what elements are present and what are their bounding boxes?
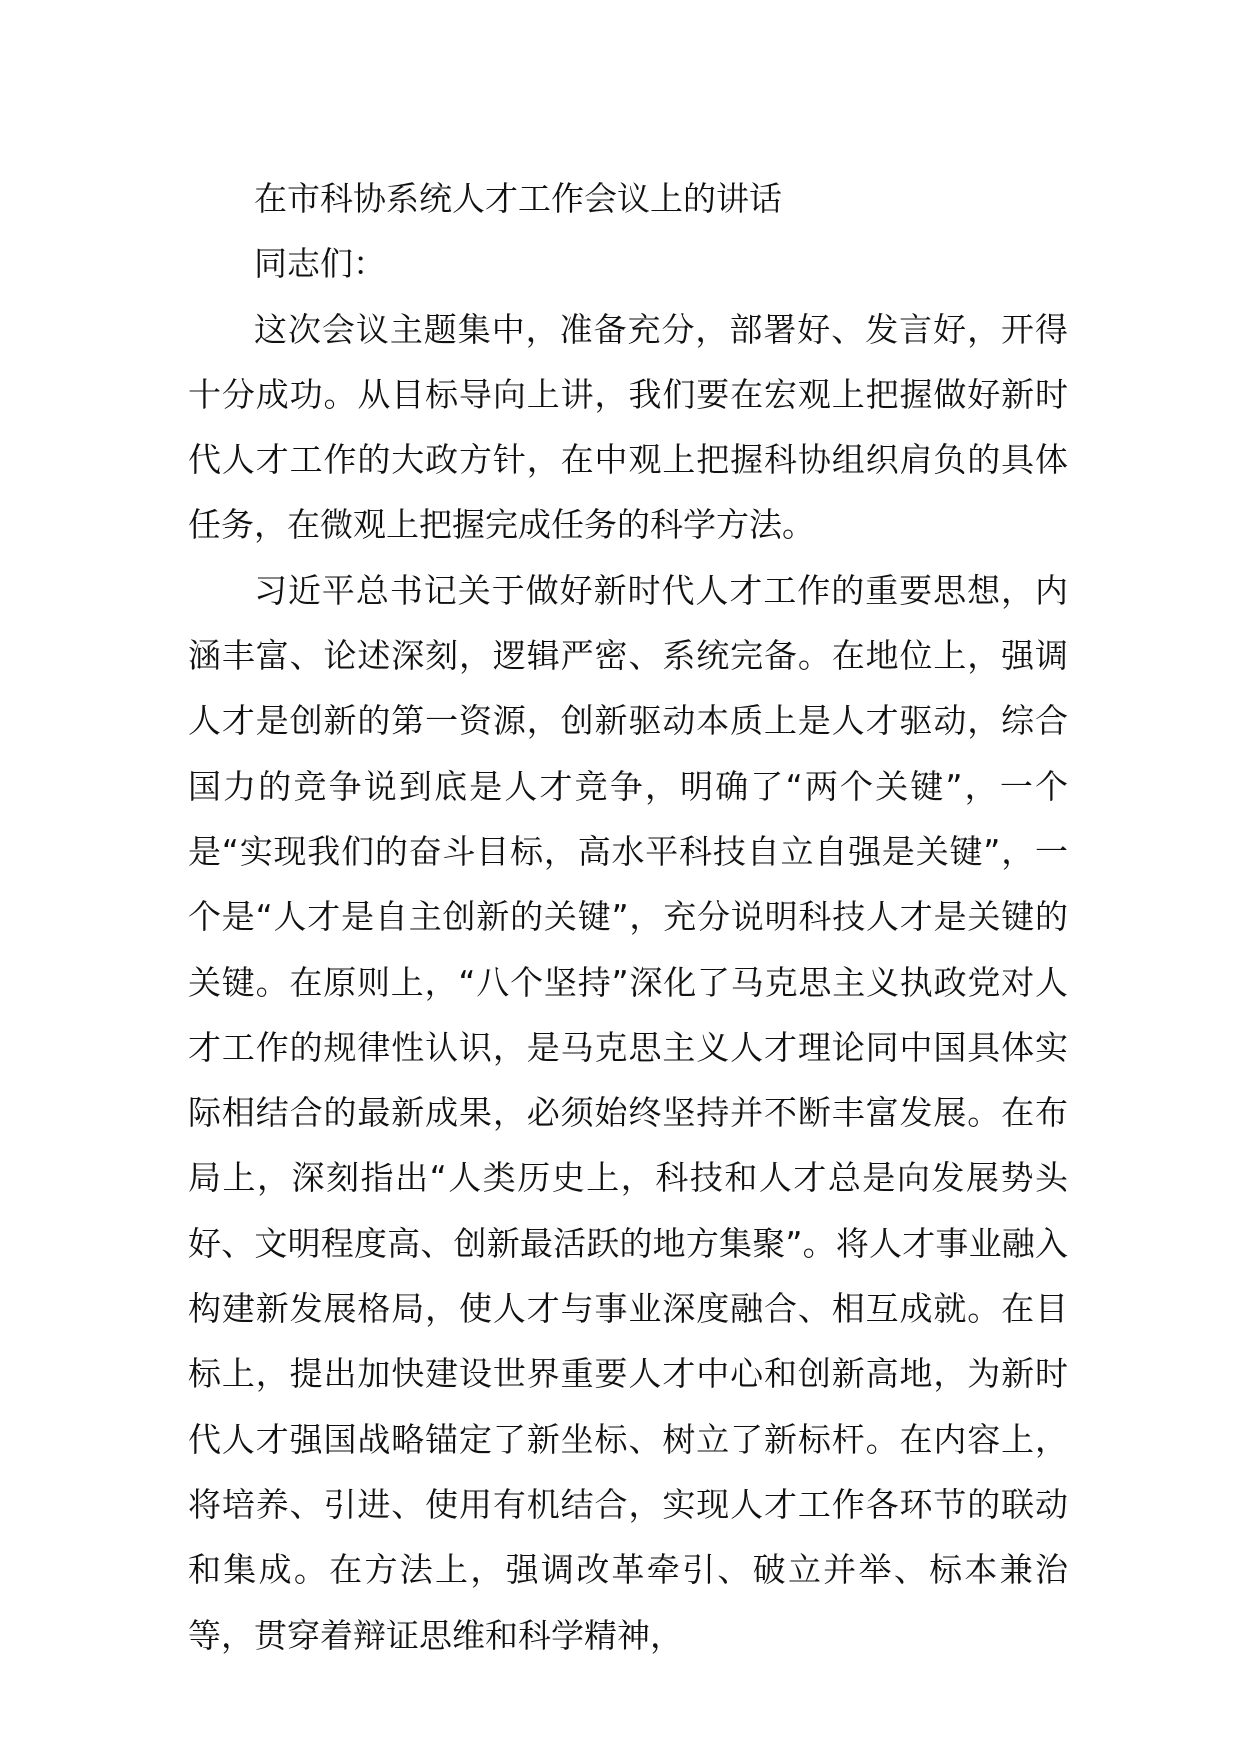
document-title: 在市科协系统人才工作会议上的讲话 xyxy=(254,179,782,218)
document-body xyxy=(188,166,1068,1668)
salutation: 同志们： xyxy=(254,244,386,284)
paragraph-2: 习近平总书记关于做好新时代人才工作的重要思想，内涵丰富、论述深刻，逻辑严密、系统完备。在地位上，强调人才是创新的第一资源，创新驱动本质上是人才驱动，综合国力的竞争说到底是人才竞争，明确了“两个关键”，一个是“实现我们的奋斗目标，高水平科技自立自强是关键”，一个是“人才是自主创新的关键”，充分说明科技人才是关键的关键。在原则上，“八个坚持”深化了马克思主义执政党对人才工作的规律性认识，是马克思主义人才理论同中国具体实际相结合的最新成果，必须始终坚持并不断丰富发展。在布局上，深刻指出“人类历史上，科技和人才总是向发展势头好、文明程度高、创新最活跃的地方集聚”。将人才事业融入构建新发展格局，使人才与事业深度融合、相互成就。在目标上，提出加快建设世界重要人才中心和创新高地，为新时代人才强国战略锚定了新坐标、树立了新标杆。在内容上，将培养、引进、使用有机结合，实现人才工作各环节的联动和集成。在方法上，强调改革牵引、破立并举、标本兼治等，贯穿着辩证思维和科学精神， xyxy=(188,570,1068,1655)
paragraph-1: 这次会议主题集中，准备充分，部署好、发言好，开得十分成功。从目标导向上讲，我们要在宏观上把握做好新时代人才工作的大政方针，在中观上把握科协组织肩负的具体任务，在微观上把握完成任务的科学方法。 xyxy=(188,309,1068,545)
